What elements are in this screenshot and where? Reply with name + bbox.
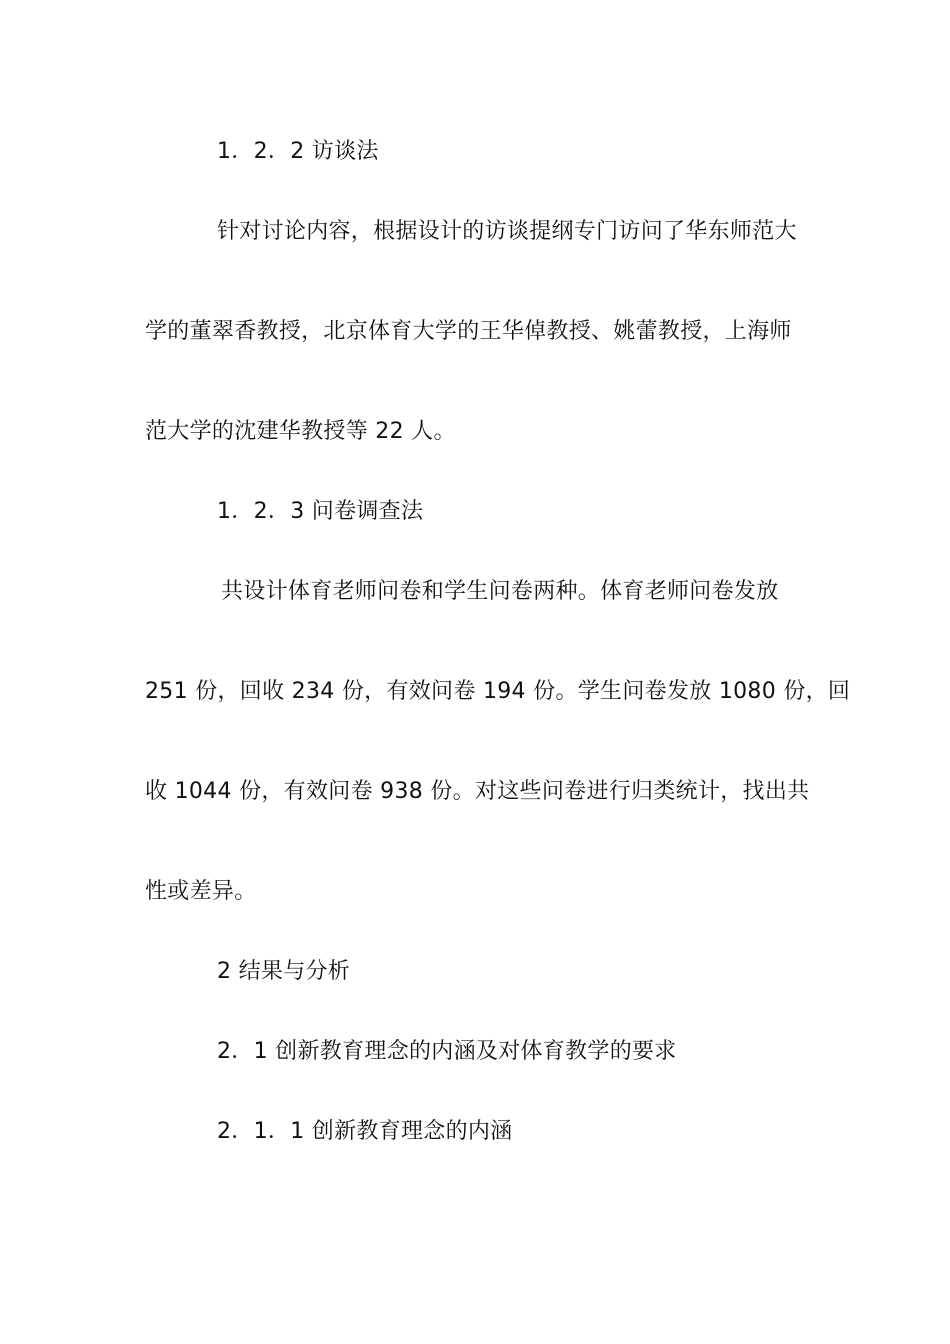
section-heading-1-2-2: 1．2．2 访谈法	[217, 139, 379, 164]
section-heading-2: 2 结果与分析	[217, 959, 351, 984]
paragraph-line: 251 份，回收 234 份，有效问卷 194 份。学生问卷发放 1080 份，回	[145, 679, 851, 704]
paragraph-line: 学的董翠香教授，北京体育大学的王华倬教授、姚蕾教授，上海师	[145, 319, 792, 344]
paragraph-line: 共设计体育老师问卷和学生问卷两种。体育老师问卷发放	[221, 579, 779, 604]
section-heading-2-1-1: 2．1．1 创新教育理念的内涵	[217, 1119, 513, 1144]
paragraph-line: 性或差异。	[145, 879, 257, 904]
paragraph-line: 范大学的沈建华教授等 22 人。	[145, 419, 456, 444]
section-heading-2-1: 2．1 创新教育理念的内涵及对体育教学的要求	[217, 1039, 677, 1064]
paragraph-line: 针对讨论内容，根据设计的访谈提纲专门访问了华东师范大	[217, 219, 797, 244]
section-heading-1-2-3: 1．2．3 问卷调查法	[217, 499, 424, 524]
paragraph-line: 收 1044 份，有效问卷 938 份。对这些问卷进行归类统计，找出共	[145, 779, 810, 804]
